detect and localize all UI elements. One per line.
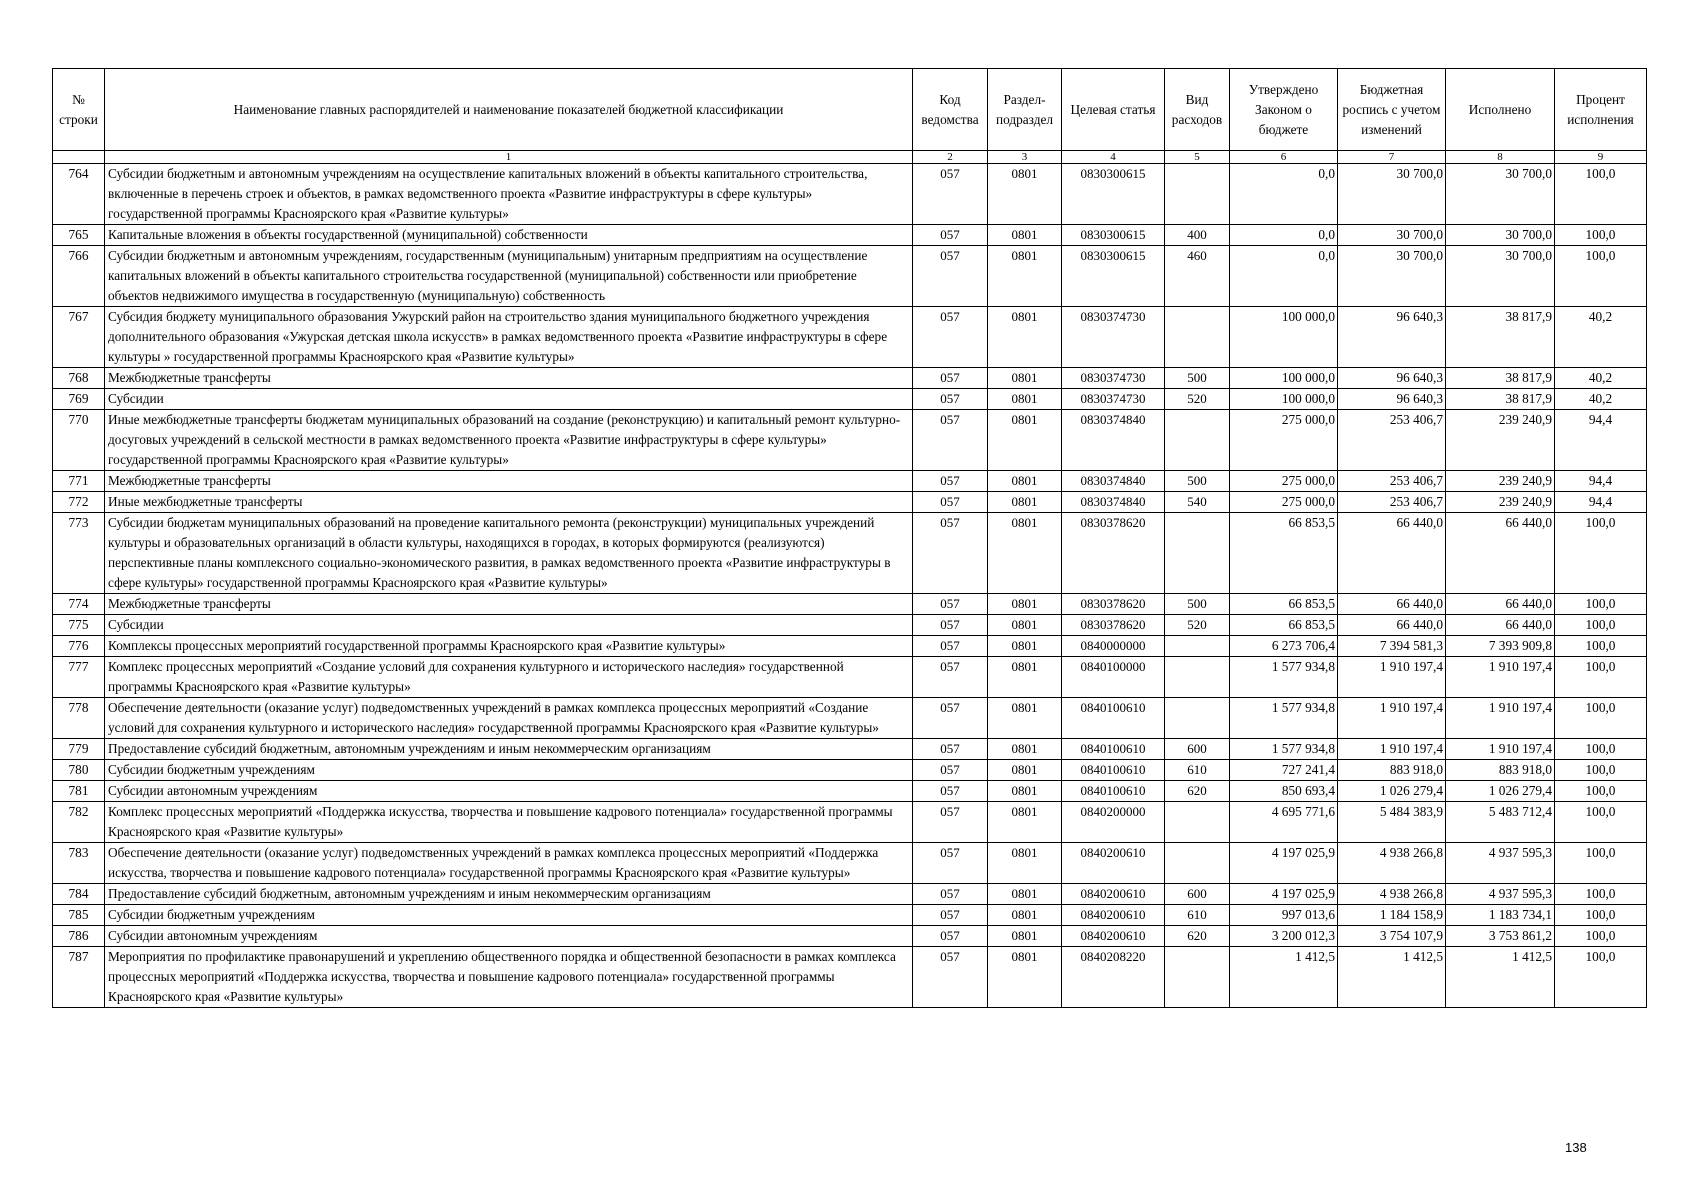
execution-percent: 100,0 bbox=[1555, 802, 1647, 843]
table-row bbox=[53, 615, 1647, 636]
header-expense-type: Вид расходов bbox=[1165, 69, 1230, 151]
executed-amount: 5 483 712,4 bbox=[1446, 802, 1555, 843]
department-code: 057 bbox=[913, 947, 988, 1008]
expense-type bbox=[1165, 657, 1230, 698]
section-code: 0801 bbox=[988, 225, 1062, 246]
target-article: 0830300615 bbox=[1062, 246, 1165, 307]
section-code: 0801 bbox=[988, 410, 1062, 471]
header-department-code: Код ведомства bbox=[913, 69, 988, 151]
indicator-name: Иные межбюджетные трансферты бюджетам муниципальных образований на создание (реконструкцию) и капитальный ремонт культурно-досуговых учреждений в сельской местности в рамках ведомственного проекта «Развитие инфраструктуры в сфере культуры» государственной программы Красноярского края «Развитие культуры» bbox=[105, 410, 913, 471]
indicator-name: Субсидии bbox=[105, 389, 913, 410]
department-code: 057 bbox=[913, 389, 988, 410]
expense-type: 610 bbox=[1165, 760, 1230, 781]
column-number: 2 bbox=[913, 151, 988, 164]
indicator-name: Мероприятия по профилактике правонарушений и укреплению общественного порядка и общественной безопасности в рамках комплекса процессных мероприятий «Поддержка искусства, творчества и повышение кадрового потенциала» государственной программы Красноярского края «Развитие культуры» bbox=[105, 947, 913, 1008]
table-row bbox=[53, 802, 1647, 843]
execution-percent: 40,2 bbox=[1555, 389, 1647, 410]
column-number: 1 bbox=[105, 151, 913, 164]
expense-type bbox=[1165, 410, 1230, 471]
expense-type bbox=[1165, 513, 1230, 594]
row-number: 775 bbox=[53, 615, 105, 636]
department-code: 057 bbox=[913, 471, 988, 492]
department-code: 057 bbox=[913, 307, 988, 368]
expense-type: 600 bbox=[1165, 884, 1230, 905]
budget-schedule-amount: 96 640,3 bbox=[1338, 368, 1446, 389]
approved-amount: 0,0 bbox=[1230, 225, 1338, 246]
column-number bbox=[53, 151, 105, 164]
table-row bbox=[53, 636, 1647, 657]
department-code: 057 bbox=[913, 802, 988, 843]
execution-percent: 100,0 bbox=[1555, 636, 1647, 657]
budget-schedule-amount: 1 184 158,9 bbox=[1338, 905, 1446, 926]
budget-schedule-amount: 4 938 266,8 bbox=[1338, 843, 1446, 884]
expense-type bbox=[1165, 843, 1230, 884]
department-code: 057 bbox=[913, 657, 988, 698]
target-article: 0840100610 bbox=[1062, 698, 1165, 739]
executed-amount: 4 937 595,3 bbox=[1446, 884, 1555, 905]
target-article: 0840200610 bbox=[1062, 884, 1165, 905]
budget-schedule-amount: 7 394 581,3 bbox=[1338, 636, 1446, 657]
approved-amount: 275 000,0 bbox=[1230, 471, 1338, 492]
execution-percent: 40,2 bbox=[1555, 307, 1647, 368]
approved-amount: 66 853,5 bbox=[1230, 513, 1338, 594]
approved-amount: 997 013,6 bbox=[1230, 905, 1338, 926]
execution-percent: 100,0 bbox=[1555, 739, 1647, 760]
row-number: 782 bbox=[53, 802, 105, 843]
indicator-name: Субсидии бюджетам муниципальных образований на проведение капитального ремонта (реконструкции) муниципальных учреждений культуры и образовательных организаций в области культуры, находящихся в городах, в которых формируются (реализуются) перспективные планы комплексного социально-экономического развития, в рамках ведомственного проекта «Развитие инфраструктуры в сфере культуры» государственной программы Красноярского края «Развитие культуры» bbox=[105, 513, 913, 594]
approved-amount: 0,0 bbox=[1230, 246, 1338, 307]
section-code: 0801 bbox=[988, 698, 1062, 739]
target-article: 0840100610 bbox=[1062, 781, 1165, 802]
approved-amount: 6 273 706,4 bbox=[1230, 636, 1338, 657]
row-number: 767 bbox=[53, 307, 105, 368]
row-number: 777 bbox=[53, 657, 105, 698]
target-article: 0830300615 bbox=[1062, 225, 1165, 246]
column-number: 5 bbox=[1165, 151, 1230, 164]
row-number: 769 bbox=[53, 389, 105, 410]
table-row bbox=[53, 594, 1647, 615]
expense-type: 600 bbox=[1165, 739, 1230, 760]
column-number: 9 bbox=[1555, 151, 1647, 164]
header-row-number: № строки bbox=[53, 69, 105, 151]
target-article: 0840000000 bbox=[1062, 636, 1165, 657]
row-number: 768 bbox=[53, 368, 105, 389]
header-name: Наименование главных распорядителей и наименование показателей бюджетной классификации bbox=[105, 69, 913, 151]
execution-percent: 100,0 bbox=[1555, 843, 1647, 884]
execution-percent: 100,0 bbox=[1555, 781, 1647, 802]
approved-amount: 100 000,0 bbox=[1230, 389, 1338, 410]
department-code: 057 bbox=[913, 513, 988, 594]
department-code: 057 bbox=[913, 594, 988, 615]
row-number: 785 bbox=[53, 905, 105, 926]
row-number: 766 bbox=[53, 246, 105, 307]
indicator-name: Комплекс процессных мероприятий «Создание условий для сохранения культурного и исторического наследия» государственной программы Красноярского края «Развитие культуры» bbox=[105, 657, 913, 698]
target-article: 0830374840 bbox=[1062, 410, 1165, 471]
table-body bbox=[53, 164, 1647, 1008]
indicator-name: Иные межбюджетные трансферты bbox=[105, 492, 913, 513]
executed-amount: 1 026 279,4 bbox=[1446, 781, 1555, 802]
row-number: 780 bbox=[53, 760, 105, 781]
execution-percent: 94,4 bbox=[1555, 471, 1647, 492]
header-executed: Исполнено bbox=[1446, 69, 1555, 151]
budget-schedule-amount: 3 754 107,9 bbox=[1338, 926, 1446, 947]
indicator-name: Субсидии бюджетным и автономным учреждениям на осуществление капитальных вложений в объекты капитального строительства, включенные в перечень строек и объектов, в рамках ведомственного проекта «Развитие инфраструктуры в сфере культуры» государственной программы Красноярского края «Развитие культуры» bbox=[105, 164, 913, 225]
table-row bbox=[53, 513, 1647, 594]
table-row bbox=[53, 657, 1647, 698]
section-code: 0801 bbox=[988, 905, 1062, 926]
expense-type bbox=[1165, 307, 1230, 368]
section-code: 0801 bbox=[988, 884, 1062, 905]
department-code: 057 bbox=[913, 739, 988, 760]
expense-type: 460 bbox=[1165, 246, 1230, 307]
indicator-name: Предоставление субсидий бюджетным, автономным учреждениям и иным некоммерческим организациям bbox=[105, 884, 913, 905]
section-code: 0801 bbox=[988, 368, 1062, 389]
section-code: 0801 bbox=[988, 164, 1062, 225]
indicator-name: Субсидии bbox=[105, 615, 913, 636]
indicator-name: Обеспечение деятельности (оказание услуг) подведомственных учреждений в рамках комплекса процессных мероприятий «Поддержка искусства, творчества и повышение кадрового потенциала» государственной программы Красноярского края «Развитие культуры» bbox=[105, 843, 913, 884]
section-code: 0801 bbox=[988, 802, 1062, 843]
approved-amount: 3 200 012,3 bbox=[1230, 926, 1338, 947]
expense-type bbox=[1165, 164, 1230, 225]
row-number: 773 bbox=[53, 513, 105, 594]
section-code: 0801 bbox=[988, 615, 1062, 636]
section-code: 0801 bbox=[988, 471, 1062, 492]
row-number: 778 bbox=[53, 698, 105, 739]
indicator-name: Обеспечение деятельности (оказание услуг) подведомственных учреждений в рамках комплекса процессных мероприятий «Создание условий для сохранения культурного и исторического наследия» государственной программы Красноярского края «Развитие культуры» bbox=[105, 698, 913, 739]
table-row bbox=[53, 225, 1647, 246]
target-article: 0840200000 bbox=[1062, 802, 1165, 843]
indicator-name: Субсидии автономным учреждениям bbox=[105, 926, 913, 947]
target-article: 0840100610 bbox=[1062, 739, 1165, 760]
indicator-name: Комплекс процессных мероприятий «Поддержка искусства, творчества и повышение кадрового потенциала» государственной программы Красноярского края «Развитие культуры» bbox=[105, 802, 913, 843]
executed-amount: 239 240,9 bbox=[1446, 410, 1555, 471]
department-code: 057 bbox=[913, 905, 988, 926]
section-code: 0801 bbox=[988, 307, 1062, 368]
execution-percent: 100,0 bbox=[1555, 926, 1647, 947]
budget-schedule-amount: 1 910 197,4 bbox=[1338, 739, 1446, 760]
approved-amount: 66 853,5 bbox=[1230, 594, 1338, 615]
table-row bbox=[53, 760, 1647, 781]
expense-type: 500 bbox=[1165, 594, 1230, 615]
execution-percent: 100,0 bbox=[1555, 225, 1647, 246]
execution-percent: 100,0 bbox=[1555, 698, 1647, 739]
row-number: 776 bbox=[53, 636, 105, 657]
department-code: 057 bbox=[913, 615, 988, 636]
department-code: 057 bbox=[913, 781, 988, 802]
budget-schedule-amount: 96 640,3 bbox=[1338, 389, 1446, 410]
approved-amount: 0,0 bbox=[1230, 164, 1338, 225]
row-number: 764 bbox=[53, 164, 105, 225]
executed-amount: 30 700,0 bbox=[1446, 164, 1555, 225]
budget-schedule-amount: 1 026 279,4 bbox=[1338, 781, 1446, 802]
department-code: 057 bbox=[913, 246, 988, 307]
department-code: 057 bbox=[913, 884, 988, 905]
target-article: 0830378620 bbox=[1062, 594, 1165, 615]
target-article: 0840200610 bbox=[1062, 843, 1165, 884]
department-code: 057 bbox=[913, 760, 988, 781]
indicator-name: Предоставление субсидий бюджетным, автономным учреждениям и иным некоммерческим организациям bbox=[105, 739, 913, 760]
row-number: 779 bbox=[53, 739, 105, 760]
executed-amount: 883 918,0 bbox=[1446, 760, 1555, 781]
executed-amount: 38 817,9 bbox=[1446, 389, 1555, 410]
budget-schedule-amount: 1 910 197,4 bbox=[1338, 698, 1446, 739]
approved-amount: 727 241,4 bbox=[1230, 760, 1338, 781]
column-number: 3 bbox=[988, 151, 1062, 164]
executed-amount: 3 753 861,2 bbox=[1446, 926, 1555, 947]
approved-amount: 100 000,0 bbox=[1230, 307, 1338, 368]
section-code: 0801 bbox=[988, 781, 1062, 802]
section-code: 0801 bbox=[988, 492, 1062, 513]
target-article: 0830378620 bbox=[1062, 615, 1165, 636]
section-code: 0801 bbox=[988, 657, 1062, 698]
table-row bbox=[53, 164, 1647, 225]
department-code: 057 bbox=[913, 368, 988, 389]
department-code: 057 bbox=[913, 698, 988, 739]
indicator-name: Межбюджетные трансферты bbox=[105, 471, 913, 492]
target-article: 0830374730 bbox=[1062, 307, 1165, 368]
execution-percent: 100,0 bbox=[1555, 947, 1647, 1008]
approved-amount: 100 000,0 bbox=[1230, 368, 1338, 389]
department-code: 057 bbox=[913, 843, 988, 884]
table-row bbox=[53, 926, 1647, 947]
target-article: 0840100000 bbox=[1062, 657, 1165, 698]
approved-amount: 4 695 771,6 bbox=[1230, 802, 1338, 843]
row-number: 787 bbox=[53, 947, 105, 1008]
executed-amount: 38 817,9 bbox=[1446, 368, 1555, 389]
budget-schedule-amount: 66 440,0 bbox=[1338, 594, 1446, 615]
column-number-row bbox=[53, 151, 1647, 164]
executed-amount: 7 393 909,8 bbox=[1446, 636, 1555, 657]
executed-amount: 1 910 197,4 bbox=[1446, 739, 1555, 760]
indicator-name: Комплексы процессных мероприятий государственной программы Красноярского края «Развитие культуры» bbox=[105, 636, 913, 657]
header-execution-percent: Процент исполнения bbox=[1555, 69, 1647, 151]
column-number: 8 bbox=[1446, 151, 1555, 164]
budget-schedule-amount: 253 406,7 bbox=[1338, 492, 1446, 513]
department-code: 057 bbox=[913, 164, 988, 225]
indicator-name: Субсидии бюджетным учреждениям bbox=[105, 760, 913, 781]
execution-percent: 40,2 bbox=[1555, 368, 1647, 389]
approved-amount: 4 197 025,9 bbox=[1230, 884, 1338, 905]
execution-percent: 94,4 bbox=[1555, 492, 1647, 513]
approved-amount: 4 197 025,9 bbox=[1230, 843, 1338, 884]
indicator-name: Межбюджетные трансферты bbox=[105, 368, 913, 389]
execution-percent: 100,0 bbox=[1555, 884, 1647, 905]
budget-schedule-amount: 66 440,0 bbox=[1338, 513, 1446, 594]
target-article: 0840200610 bbox=[1062, 926, 1165, 947]
expense-type: 520 bbox=[1165, 615, 1230, 636]
approved-amount: 275 000,0 bbox=[1230, 410, 1338, 471]
column-number: 7 bbox=[1338, 151, 1446, 164]
table-row bbox=[53, 884, 1647, 905]
row-number: 771 bbox=[53, 471, 105, 492]
expense-type: 620 bbox=[1165, 926, 1230, 947]
budget-schedule-amount: 4 938 266,8 bbox=[1338, 884, 1446, 905]
budget-schedule-amount: 66 440,0 bbox=[1338, 615, 1446, 636]
target-article: 0830374730 bbox=[1062, 368, 1165, 389]
expense-type bbox=[1165, 636, 1230, 657]
expense-type: 500 bbox=[1165, 471, 1230, 492]
section-code: 0801 bbox=[988, 843, 1062, 884]
table-row bbox=[53, 698, 1647, 739]
department-code: 057 bbox=[913, 410, 988, 471]
approved-amount: 850 693,4 bbox=[1230, 781, 1338, 802]
department-code: 057 bbox=[913, 636, 988, 657]
row-number: 783 bbox=[53, 843, 105, 884]
page-number: 138 bbox=[1565, 1140, 1587, 1155]
header-target-article: Целевая статья bbox=[1062, 69, 1165, 151]
row-number: 781 bbox=[53, 781, 105, 802]
execution-percent: 100,0 bbox=[1555, 513, 1647, 594]
budget-schedule-amount: 30 700,0 bbox=[1338, 246, 1446, 307]
department-code: 057 bbox=[913, 492, 988, 513]
approved-amount: 66 853,5 bbox=[1230, 615, 1338, 636]
table-row bbox=[53, 246, 1647, 307]
row-number: 784 bbox=[53, 884, 105, 905]
target-article: 0830378620 bbox=[1062, 513, 1165, 594]
header-approved: Утверждено Законом о бюджете bbox=[1230, 69, 1338, 151]
target-article: 0830374840 bbox=[1062, 492, 1165, 513]
indicator-name: Субсидии автономным учреждениям bbox=[105, 781, 913, 802]
executed-amount: 30 700,0 bbox=[1446, 225, 1555, 246]
execution-percent: 100,0 bbox=[1555, 164, 1647, 225]
expense-type: 400 bbox=[1165, 225, 1230, 246]
approved-amount: 1 412,5 bbox=[1230, 947, 1338, 1008]
expense-type bbox=[1165, 947, 1230, 1008]
budget-schedule-amount: 30 700,0 bbox=[1338, 164, 1446, 225]
column-number: 4 bbox=[1062, 151, 1165, 164]
target-article: 0840208220 bbox=[1062, 947, 1165, 1008]
table-row bbox=[53, 307, 1647, 368]
indicator-name: Субсидии бюджетным учреждениям bbox=[105, 905, 913, 926]
row-number: 774 bbox=[53, 594, 105, 615]
expense-type bbox=[1165, 698, 1230, 739]
department-code: 057 bbox=[913, 225, 988, 246]
table-row bbox=[53, 947, 1647, 1008]
budget-schedule-amount: 1 910 197,4 bbox=[1338, 657, 1446, 698]
department-code: 057 bbox=[913, 926, 988, 947]
executed-amount: 1 910 197,4 bbox=[1446, 657, 1555, 698]
budget-schedule-amount: 1 412,5 bbox=[1338, 947, 1446, 1008]
table-row bbox=[53, 492, 1647, 513]
indicator-name: Межбюджетные трансферты bbox=[105, 594, 913, 615]
execution-percent: 100,0 bbox=[1555, 615, 1647, 636]
indicator-name: Субсидии бюджетным и автономным учреждениям, государственным (муниципальным) унитарным предприятиям на осуществление капитальных вложений в объекты капитального строительства государственной (муниципальной) собственности или приобретение объектов недвижимого имущества в государственную (муниципальную) собственность bbox=[105, 246, 913, 307]
section-code: 0801 bbox=[988, 739, 1062, 760]
budget-schedule-amount: 96 640,3 bbox=[1338, 307, 1446, 368]
target-article: 0830300615 bbox=[1062, 164, 1165, 225]
target-article: 0840200610 bbox=[1062, 905, 1165, 926]
header-row bbox=[53, 69, 1647, 151]
target-article: 0840100610 bbox=[1062, 760, 1165, 781]
approved-amount: 1 577 934,8 bbox=[1230, 739, 1338, 760]
expense-type: 540 bbox=[1165, 492, 1230, 513]
execution-percent: 100,0 bbox=[1555, 905, 1647, 926]
execution-percent: 100,0 bbox=[1555, 246, 1647, 307]
section-code: 0801 bbox=[988, 389, 1062, 410]
expense-type: 620 bbox=[1165, 781, 1230, 802]
approved-amount: 1 577 934,8 bbox=[1230, 698, 1338, 739]
executed-amount: 239 240,9 bbox=[1446, 492, 1555, 513]
budget-execution-table bbox=[52, 68, 1647, 1008]
section-code: 0801 bbox=[988, 947, 1062, 1008]
executed-amount: 4 937 595,3 bbox=[1446, 843, 1555, 884]
budget-table-container bbox=[52, 68, 1646, 1008]
section-code: 0801 bbox=[988, 513, 1062, 594]
section-code: 0801 bbox=[988, 636, 1062, 657]
execution-percent: 100,0 bbox=[1555, 657, 1647, 698]
budget-schedule-amount: 253 406,7 bbox=[1338, 410, 1446, 471]
expense-type bbox=[1165, 802, 1230, 843]
expense-type: 520 bbox=[1165, 389, 1230, 410]
column-number: 6 bbox=[1230, 151, 1338, 164]
executed-amount: 66 440,0 bbox=[1446, 594, 1555, 615]
execution-percent: 100,0 bbox=[1555, 760, 1647, 781]
table-row bbox=[53, 905, 1647, 926]
table-row bbox=[53, 781, 1647, 802]
indicator-name: Капитальные вложения в объекты государственной (муниципальной) собственности bbox=[105, 225, 913, 246]
section-code: 0801 bbox=[988, 594, 1062, 615]
table-row bbox=[53, 471, 1647, 492]
table-row bbox=[53, 410, 1647, 471]
row-number: 765 bbox=[53, 225, 105, 246]
row-number: 772 bbox=[53, 492, 105, 513]
budget-schedule-amount: 883 918,0 bbox=[1338, 760, 1446, 781]
executed-amount: 38 817,9 bbox=[1446, 307, 1555, 368]
expense-type: 500 bbox=[1165, 368, 1230, 389]
header-budget-schedule: Бюджетная роспись с учетом изменений bbox=[1338, 69, 1446, 151]
executed-amount: 66 440,0 bbox=[1446, 513, 1555, 594]
budget-schedule-amount: 253 406,7 bbox=[1338, 471, 1446, 492]
execution-percent: 100,0 bbox=[1555, 594, 1647, 615]
table-row bbox=[53, 843, 1647, 884]
executed-amount: 30 700,0 bbox=[1446, 246, 1555, 307]
executed-amount: 1 412,5 bbox=[1446, 947, 1555, 1008]
execution-percent: 94,4 bbox=[1555, 410, 1647, 471]
executed-amount: 1 183 734,1 bbox=[1446, 905, 1555, 926]
row-number: 770 bbox=[53, 410, 105, 471]
executed-amount: 239 240,9 bbox=[1446, 471, 1555, 492]
row-number: 786 bbox=[53, 926, 105, 947]
section-code: 0801 bbox=[988, 760, 1062, 781]
executed-amount: 1 910 197,4 bbox=[1446, 698, 1555, 739]
target-article: 0830374840 bbox=[1062, 471, 1165, 492]
executed-amount: 66 440,0 bbox=[1446, 615, 1555, 636]
budget-schedule-amount: 5 484 383,9 bbox=[1338, 802, 1446, 843]
expense-type: 610 bbox=[1165, 905, 1230, 926]
table-row bbox=[53, 739, 1647, 760]
approved-amount: 1 577 934,8 bbox=[1230, 657, 1338, 698]
approved-amount: 275 000,0 bbox=[1230, 492, 1338, 513]
section-code: 0801 bbox=[988, 246, 1062, 307]
target-article: 0830374730 bbox=[1062, 389, 1165, 410]
budget-schedule-amount: 30 700,0 bbox=[1338, 225, 1446, 246]
table-row bbox=[53, 389, 1647, 410]
section-code: 0801 bbox=[988, 926, 1062, 947]
table-row bbox=[53, 368, 1647, 389]
indicator-name: Субсидия бюджету муниципального образования Ужурский район на строительство здания муниципального бюджетного учреждения дополнительного образования «Ужурская детская школа искусств» в рамках ведомственного проекта «Развитие инфраструктуры в сфере культуры » государственной программы Красноярского края «Развитие культуры» bbox=[105, 307, 913, 368]
header-section: Раздел-подраздел bbox=[988, 69, 1062, 151]
